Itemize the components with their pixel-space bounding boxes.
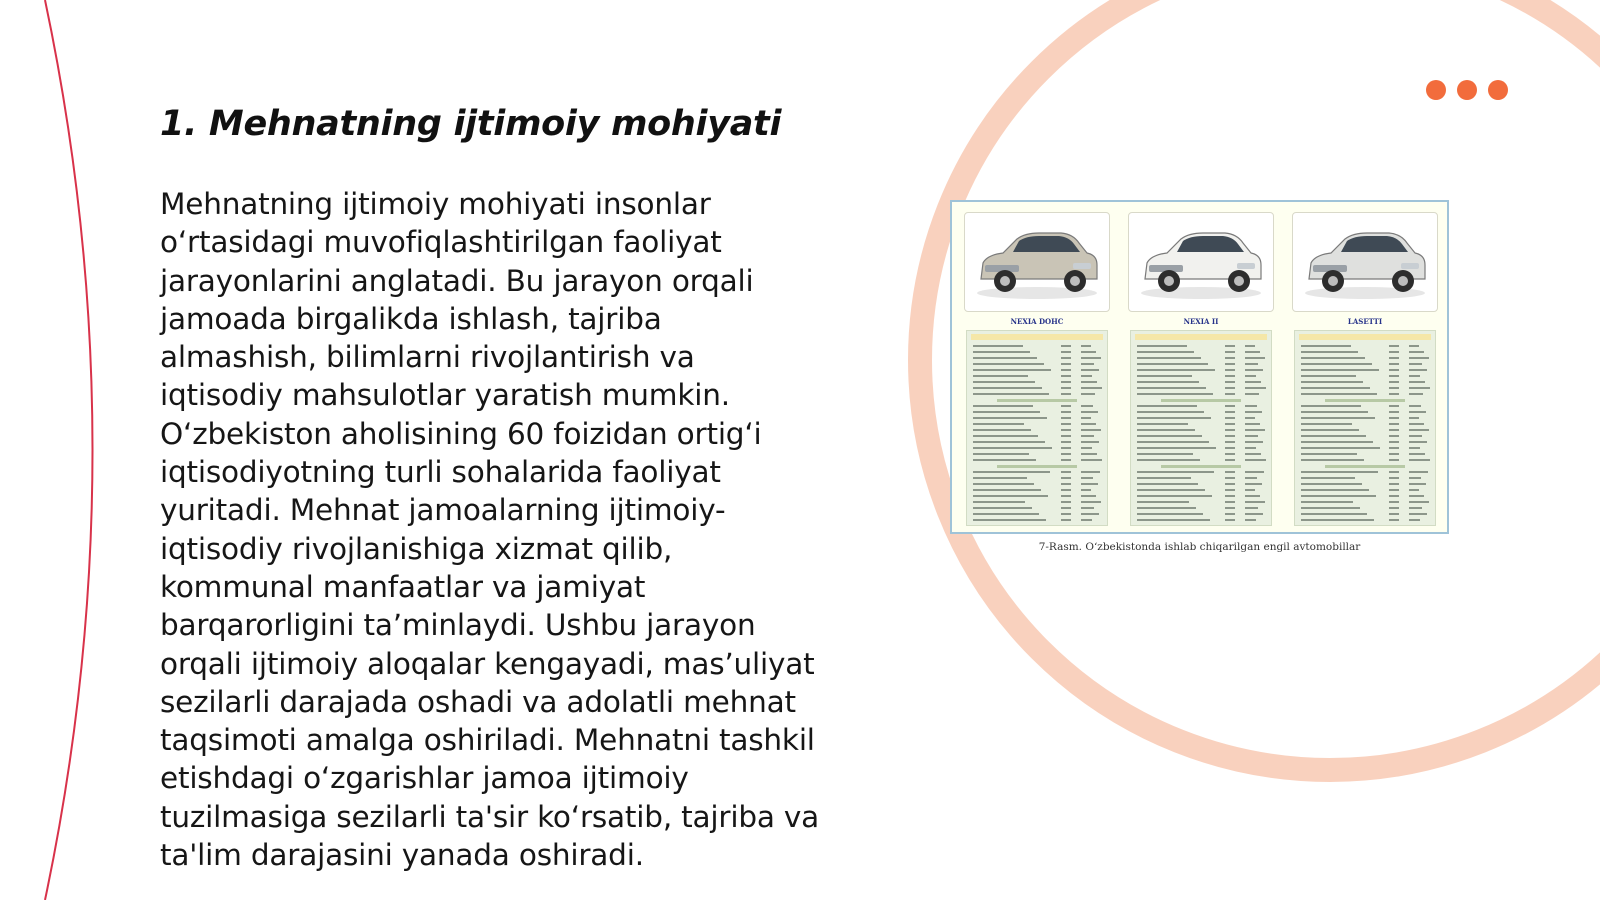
body-line: almashish, bilimlarni rivojlantirish va [160, 340, 695, 375]
body-line: orqali ijtimoiy aloqalar kengayadi, mas’uliyat [160, 646, 815, 681]
spec-table [1130, 330, 1272, 526]
body-line: iqtisodiy rivojlanishiga xizmat qilib, [160, 531, 673, 566]
car-photo [1292, 212, 1438, 312]
sedan-car-icon [969, 221, 1105, 305]
car-photo [964, 212, 1110, 312]
body-line: ta'lim darajasini yanada oshiradi. [160, 838, 644, 873]
figure-caption: 7-Rasm. Oʻzbekistonda ishlab chiqarilgan engil avtomobillar [1038, 541, 1361, 553]
body-line: kommunal manfaatlar va jamiyat [160, 569, 646, 604]
body-line: iqtisodiy mahsulotlar yaratish mumkin. [160, 378, 730, 413]
sedan-car-icon [1133, 221, 1269, 305]
sedan-car-icon [1297, 221, 1433, 305]
body-line: sezilarli darajada oshadi va adolatli mehnat [160, 684, 796, 719]
orange-dot-icon [1426, 80, 1446, 100]
car-model-name: LASETTI [1347, 317, 1383, 326]
options-dots [1426, 80, 1516, 100]
car-panel [964, 212, 1110, 528]
cars-figure [950, 200, 1449, 534]
body-line: etishdagi oʻzgarishlar jamoa ijtimoiy [160, 761, 689, 796]
body-line: tuzilmasiga sezilarli ta'sir koʻrsatib, tajriba va [160, 799, 820, 834]
car-panel [1128, 212, 1274, 528]
body-line: oʻrtasidagi muvofiqlashtirilgan faoliyat [160, 225, 722, 260]
orange-dot-icon [1457, 80, 1477, 100]
car-model-name: NEXIA DOHC [1010, 317, 1064, 326]
body-line: jamoada birgalikda ishlash, tajriba [160, 301, 662, 336]
car-model-name: NEXIA II [1183, 317, 1219, 326]
body-line: iqtisodiyotning turli sohalarida faoliyat [160, 455, 721, 490]
spec-table-rows [1131, 331, 1271, 525]
slide-title: 1. Mehnatning ijtimoiy mohiyati [160, 104, 782, 144]
spec-table [966, 330, 1108, 526]
car-panel [1292, 212, 1438, 528]
car-photo [1128, 212, 1274, 312]
spec-table-rows [1295, 331, 1435, 525]
body-line: Oʻzbekiston aholisining 60 foizidan ortigʻi [160, 416, 762, 451]
body-line: barqarorligini ta’minlaydi. Ushbu jarayon [160, 608, 756, 643]
body-line: taqsimoti amalga oshiriladi. Mehnatni tashkil [160, 723, 815, 758]
spec-table-rows [967, 331, 1107, 525]
body-line: jarayonlarini anglatadi. Bu jarayon orqali [160, 263, 754, 298]
orange-dot-icon [1488, 80, 1508, 100]
left-arc-line [45, 0, 93, 900]
spec-table [1294, 330, 1436, 526]
body-line: Mehnatning ijtimoiy mohiyati insonlar [160, 187, 711, 221]
body-line: yuritadi. Mehnat jamoalarning ijtimoiy- [160, 493, 726, 528]
body-paragraph [160, 185, 850, 874]
